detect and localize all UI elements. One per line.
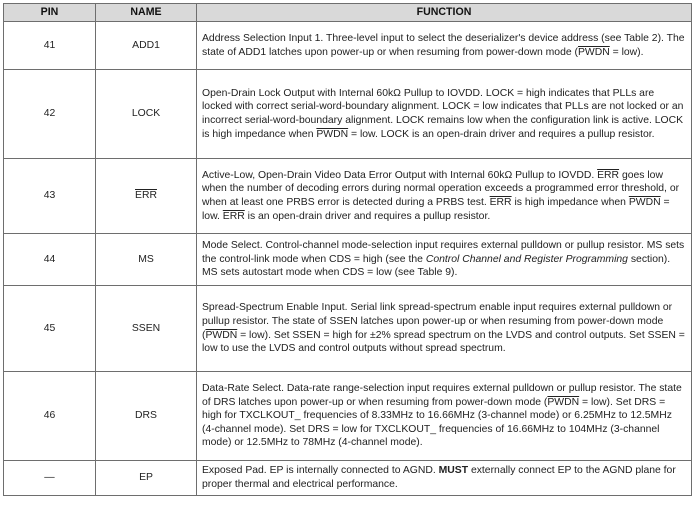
function-text: externally connect EP to the AGND plane for proper thermal and electrical performance.: [202, 465, 676, 490]
table-body: [4, 22, 692, 496]
pin-number: 41: [4, 22, 96, 70]
function-text: Active-Low, Open-Drain Video Data Error Output with Internal 60kΩ Pullup to IOVDD.: [202, 169, 598, 181]
function-text: Spread-Spectrum Enable Input. Serial link spread-spectrum enable input requires external pulldown or pullup resistor. The state of SSEN latches upon power-up or when resuming from power-down mode (: [202, 302, 673, 341]
function-text: Open-Drain Lock Output with Internal 60kΩ Pullup to IOVDD. LOCK = high indicates that PLLs are locked with correct serial-word-boundary alignment. LOCK = low indicates that PLLs are not locked or an incorrect serial-word-boundary alignment. LOCK remains low when the configuration link is active. LOCK is high impedance when: [202, 87, 684, 140]
table-row: [4, 22, 692, 70]
table-row: [4, 372, 692, 461]
function-text: = low. LOCK is an open-drain driver and requires a pullup resistor.: [348, 128, 655, 140]
table-row: [4, 461, 692, 496]
pin-name: [96, 70, 197, 159]
pin-number: 42: [4, 70, 96, 159]
function-text: PWDN: [628, 197, 661, 208]
function-text: PWDN: [547, 396, 580, 408]
pin-number: 44: [4, 234, 96, 286]
function-text: = low). Set SSEN = high for ±2% spread spectrum on the LVDS and control outputs. Set SSEN = low to use the LVDS and control outputs without spread spectrum.: [202, 329, 685, 355]
header-function: FUNCTION: [197, 4, 692, 22]
pin-name: [96, 22, 197, 70]
pin-number: —: [4, 461, 96, 496]
table-row: [4, 70, 692, 159]
pin-name: [96, 159, 197, 234]
function-text: = low.: [202, 197, 670, 222]
pin-description-table: [3, 3, 692, 496]
function-text: PWDN: [205, 329, 238, 341]
function-text: is high impedance when: [511, 197, 629, 208]
function-text: Control Channel and Register Programming: [425, 253, 628, 265]
pin-name-text: SSEN: [131, 322, 161, 334]
pin-name-text: $\overline{ERR}$: [135, 190, 157, 202]
pin-name-text: EP: [139, 472, 153, 484]
function-text: Data-Rate Select. Data-rate range-selection input requires external pulldown or pullup resistor. The state of DRS latches upon power-up or when resuming from power-down mode (: [202, 383, 682, 408]
table-row: [4, 159, 692, 234]
pin-number: 46: [4, 372, 96, 461]
pin-name: [96, 461, 197, 496]
pin-function: [197, 159, 692, 234]
function-text: PWDN: [316, 128, 349, 140]
pin-number: 43: [4, 159, 96, 234]
pin-function: [197, 234, 692, 286]
pin-function: [197, 461, 692, 496]
pin-name: [96, 234, 197, 286]
function-text: $\overline{ERR}$: [222, 210, 245, 222]
table-header: [4, 4, 692, 22]
function-text: = low).: [609, 46, 644, 58]
pin-number: 45: [4, 286, 96, 372]
header-row: [4, 4, 692, 22]
pin-function: [197, 372, 692, 461]
table-row: [4, 286, 692, 372]
function-text: Mode Select. Control-channel mode-selection input requires external pulldown or pullup resistor. MS sets the control-link mode when CDS = high (see the: [202, 240, 685, 265]
function-text: goes low when the number of decoding errors during normal operation exceeds a programmed error threshold, or when at least one PRBS error is detected during a PRBS test.: [202, 169, 680, 208]
pin-function: [197, 70, 692, 159]
function-text: $\overline{ERR}$: [489, 197, 512, 208]
pin-function: [197, 286, 692, 372]
function-text: MUST: [438, 465, 469, 477]
header-pin: PIN: [4, 4, 96, 22]
pin-name-text: ADD1: [132, 39, 160, 51]
function-text: $\overline{ERR}$: [597, 169, 620, 181]
function-text: section). MS sets autostart mode when CDS = low (see Table 9).: [202, 253, 671, 279]
pin-function: [197, 22, 692, 70]
pin-name: [96, 286, 197, 372]
function-text: is an open-drain driver and requires a pullup resistor.: [244, 210, 491, 222]
table-row: [4, 234, 692, 286]
pin-name: [96, 372, 197, 461]
function-text: Address Selection Input 1. Three-level input to select the deserializer's device address (see Table 2). The state of ADD1 latches upon power-up or when resuming from power-down mode (: [202, 32, 685, 58]
function-text: = low). Set DRS = high for TXCLKOUT_ frequencies of 8.33MHz to 16.66MHz (3-channel mode) or 6.25MHz to 12.5MHz (4-channel mode). Set DRS = low for TXCLKOUT_ frequencies of 16.66MHz to 104MHz (3-channel mode) or 12.5MHz to 78MHz (4-channel mode).: [202, 396, 672, 449]
pin-name-text: LOCK: [131, 108, 161, 120]
function-text: Exposed Pad. EP is internally connected to AGND.: [202, 465, 439, 477]
pin-name-text: MS: [138, 253, 154, 265]
pin-name-text: DRS: [135, 410, 157, 422]
header-name: NAME: [96, 4, 197, 22]
function-text: PWDN: [577, 46, 610, 58]
